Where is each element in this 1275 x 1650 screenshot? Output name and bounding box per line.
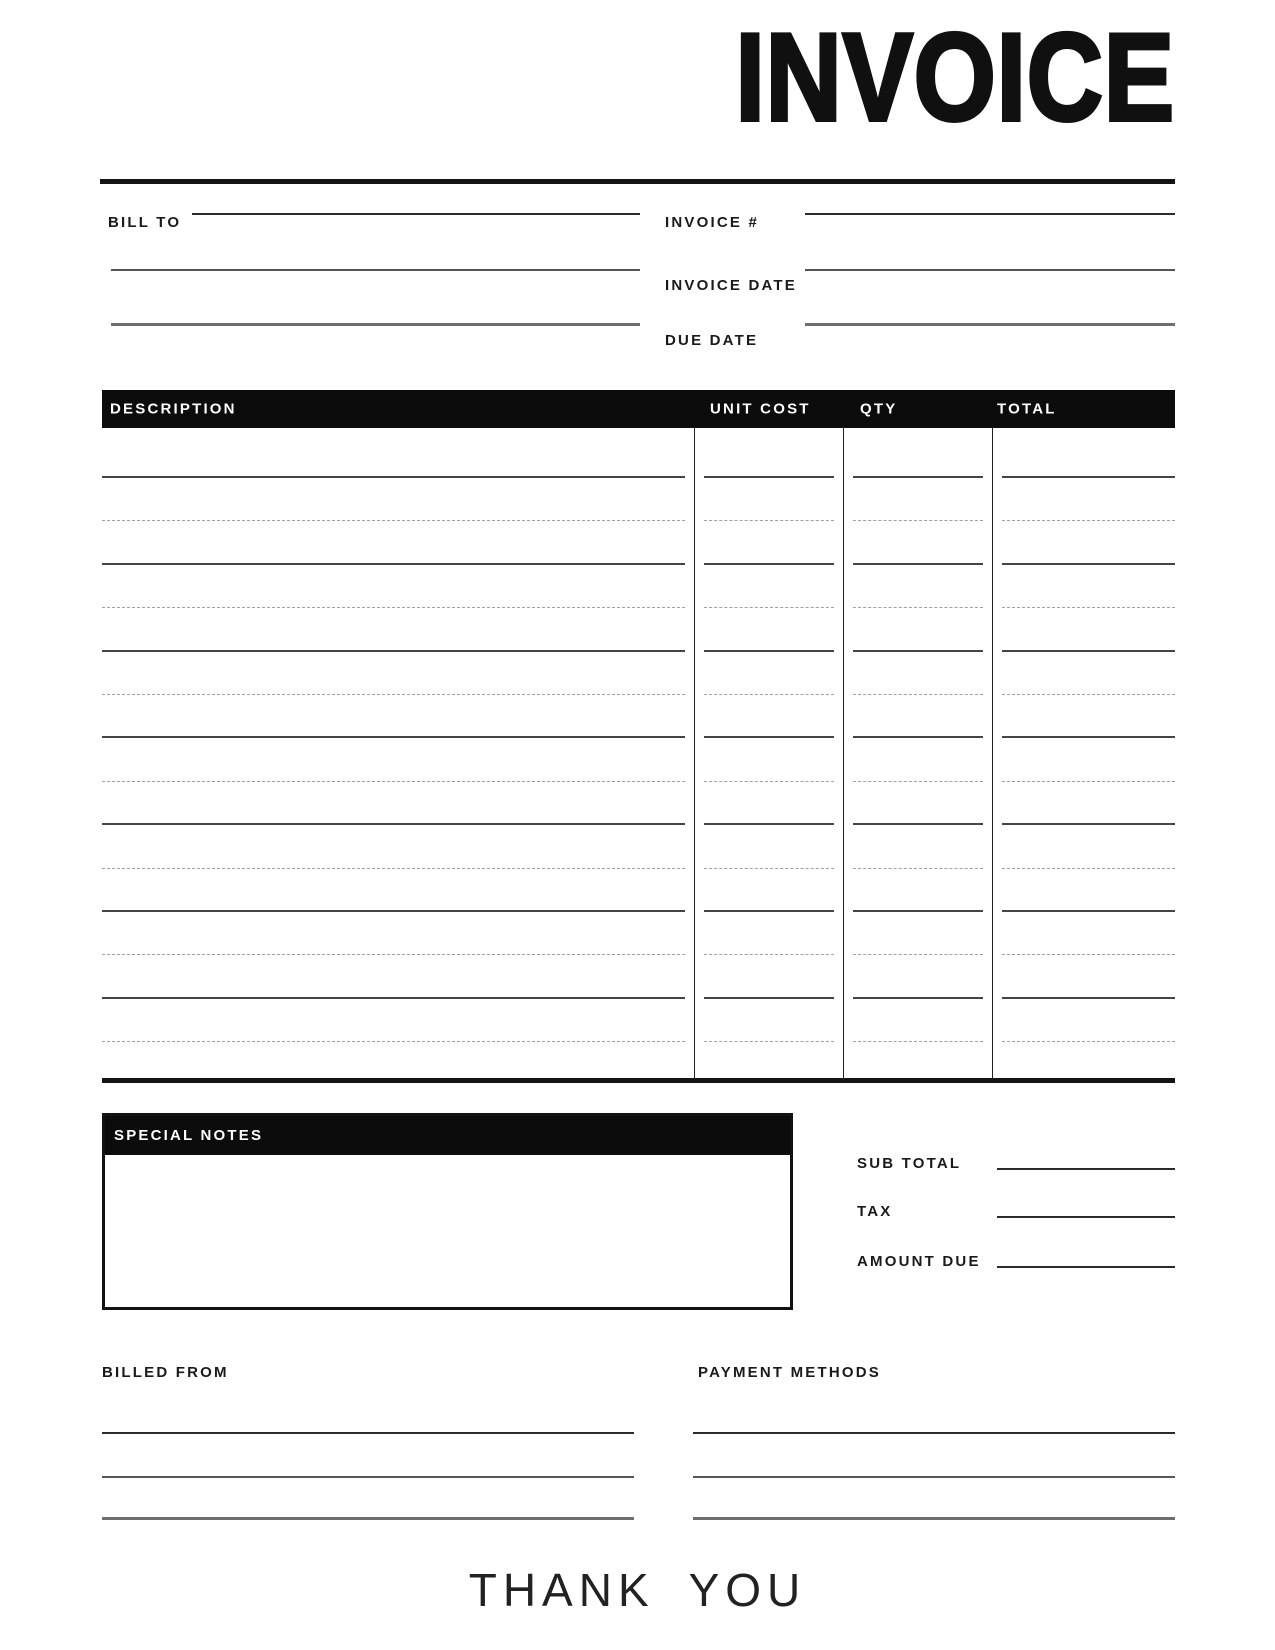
table-cell[interactable] (694, 478, 843, 521)
table-cell[interactable] (102, 478, 694, 521)
table-cell[interactable] (843, 782, 992, 825)
table-cell[interactable] (992, 955, 1175, 998)
table-cell[interactable] (694, 521, 843, 564)
table-cell[interactable] (694, 652, 843, 695)
special-notes-label: SPECIAL NOTES (114, 1127, 264, 1144)
table-cell[interactable] (694, 869, 843, 912)
bill-to-line-1[interactable] (192, 213, 640, 215)
payment-methods-line-1[interactable] (693, 1432, 1175, 1434)
table-cell[interactable] (992, 999, 1175, 1042)
table-cell[interactable] (843, 478, 992, 521)
table-cell[interactable] (102, 608, 694, 651)
billed-from-line-2[interactable] (102, 1476, 634, 1478)
amount-due-label: AMOUNT DUE (857, 1253, 981, 1270)
bill-to-label: BILL TO (108, 214, 182, 231)
table-cell[interactable] (102, 999, 694, 1042)
table-cell[interactable] (843, 428, 992, 478)
payment-methods-line-3[interactable] (693, 1517, 1175, 1520)
table-cell[interactable] (694, 825, 843, 868)
table-cell[interactable] (102, 955, 694, 998)
table-cell[interactable] (843, 695, 992, 738)
header-divider-rule (100, 179, 1175, 184)
table-body (102, 428, 1175, 1081)
bill-to-line-2[interactable] (111, 269, 640, 271)
table-cell[interactable] (992, 825, 1175, 868)
billed-from-label: BILLED FROM (102, 1364, 229, 1381)
table-cell[interactable] (843, 869, 992, 912)
table-cell[interactable] (992, 738, 1175, 781)
table-cell[interactable] (694, 565, 843, 608)
invoice-number-line[interactable] (805, 213, 1175, 215)
table-cell[interactable] (843, 999, 992, 1042)
column-header-qty: QTY (860, 400, 898, 418)
table-cell[interactable] (694, 738, 843, 781)
table-cell[interactable] (843, 955, 992, 998)
table-cell[interactable] (992, 869, 1175, 912)
table-cell[interactable] (102, 782, 694, 825)
table-cell[interactable] (694, 428, 843, 478)
table-cell[interactable] (694, 999, 843, 1042)
column-header-description: DESCRIPTION (110, 400, 237, 418)
table-cell[interactable] (992, 478, 1175, 521)
table-cell[interactable] (102, 565, 694, 608)
table-cell[interactable] (992, 782, 1175, 825)
due-date-line[interactable] (805, 323, 1175, 326)
table-cell[interactable] (992, 652, 1175, 695)
thank-you-message: THANK YOU (468, 1564, 807, 1616)
table-cell[interactable] (102, 912, 694, 955)
table-cell[interactable] (843, 565, 992, 608)
table-cell[interactable] (102, 825, 694, 868)
table-cell-filler (843, 1042, 992, 1081)
table-cell-filler (694, 1042, 843, 1081)
table-header (102, 390, 1175, 428)
table-cell[interactable] (694, 782, 843, 825)
billed-from-line-3[interactable] (102, 1517, 634, 1520)
table-cell[interactable] (694, 695, 843, 738)
table-cell[interactable] (694, 912, 843, 955)
invoice-title: INVOICE (735, 9, 1175, 147)
table-bottom-rule (102, 1078, 1175, 1083)
table-cell[interactable] (992, 565, 1175, 608)
table-cell[interactable] (843, 521, 992, 564)
sub-total-label: SUB TOTAL (857, 1155, 962, 1172)
special-notes-header (105, 1116, 790, 1155)
invoice-number-label: INVOICE # (665, 214, 759, 231)
bill-to-line-3[interactable] (111, 323, 640, 326)
table-cell[interactable] (843, 738, 992, 781)
table-cell[interactable] (102, 695, 694, 738)
table-cell[interactable] (992, 428, 1175, 478)
payment-methods-label: PAYMENT METHODS (698, 1364, 882, 1381)
table-cell[interactable] (102, 428, 694, 478)
tax-line[interactable] (997, 1216, 1175, 1218)
table-cell[interactable] (843, 652, 992, 695)
table-cell[interactable] (102, 738, 694, 781)
amount-due-line[interactable] (997, 1266, 1175, 1268)
column-header-total: TOTAL (997, 400, 1057, 418)
table-cell[interactable] (843, 608, 992, 651)
column-header-unit-cost: UNIT COST (710, 400, 811, 418)
table-cell[interactable] (843, 912, 992, 955)
table-cell-filler (102, 1042, 694, 1081)
tax-label: TAX (857, 1203, 893, 1220)
sub-total-line[interactable] (997, 1168, 1175, 1170)
special-notes-field[interactable] (105, 1155, 790, 1307)
table-cell[interactable] (992, 521, 1175, 564)
invoice-date-label: INVOICE DATE (665, 277, 797, 294)
table-cell[interactable] (102, 521, 694, 564)
invoice-date-line[interactable] (805, 269, 1175, 271)
payment-methods-line-2[interactable] (693, 1476, 1175, 1478)
table-cell[interactable] (694, 955, 843, 998)
table-cell[interactable] (992, 912, 1175, 955)
table-cell[interactable] (992, 608, 1175, 651)
due-date-label: DUE DATE (665, 332, 759, 349)
table-cell[interactable] (102, 652, 694, 695)
table-cell[interactable] (992, 695, 1175, 738)
special-notes-box (102, 1113, 793, 1310)
table-cell-filler (992, 1042, 1175, 1081)
billed-from-line-1[interactable] (102, 1432, 634, 1434)
table-cell[interactable] (694, 608, 843, 651)
table-cell[interactable] (843, 825, 992, 868)
table-cell[interactable] (102, 869, 694, 912)
